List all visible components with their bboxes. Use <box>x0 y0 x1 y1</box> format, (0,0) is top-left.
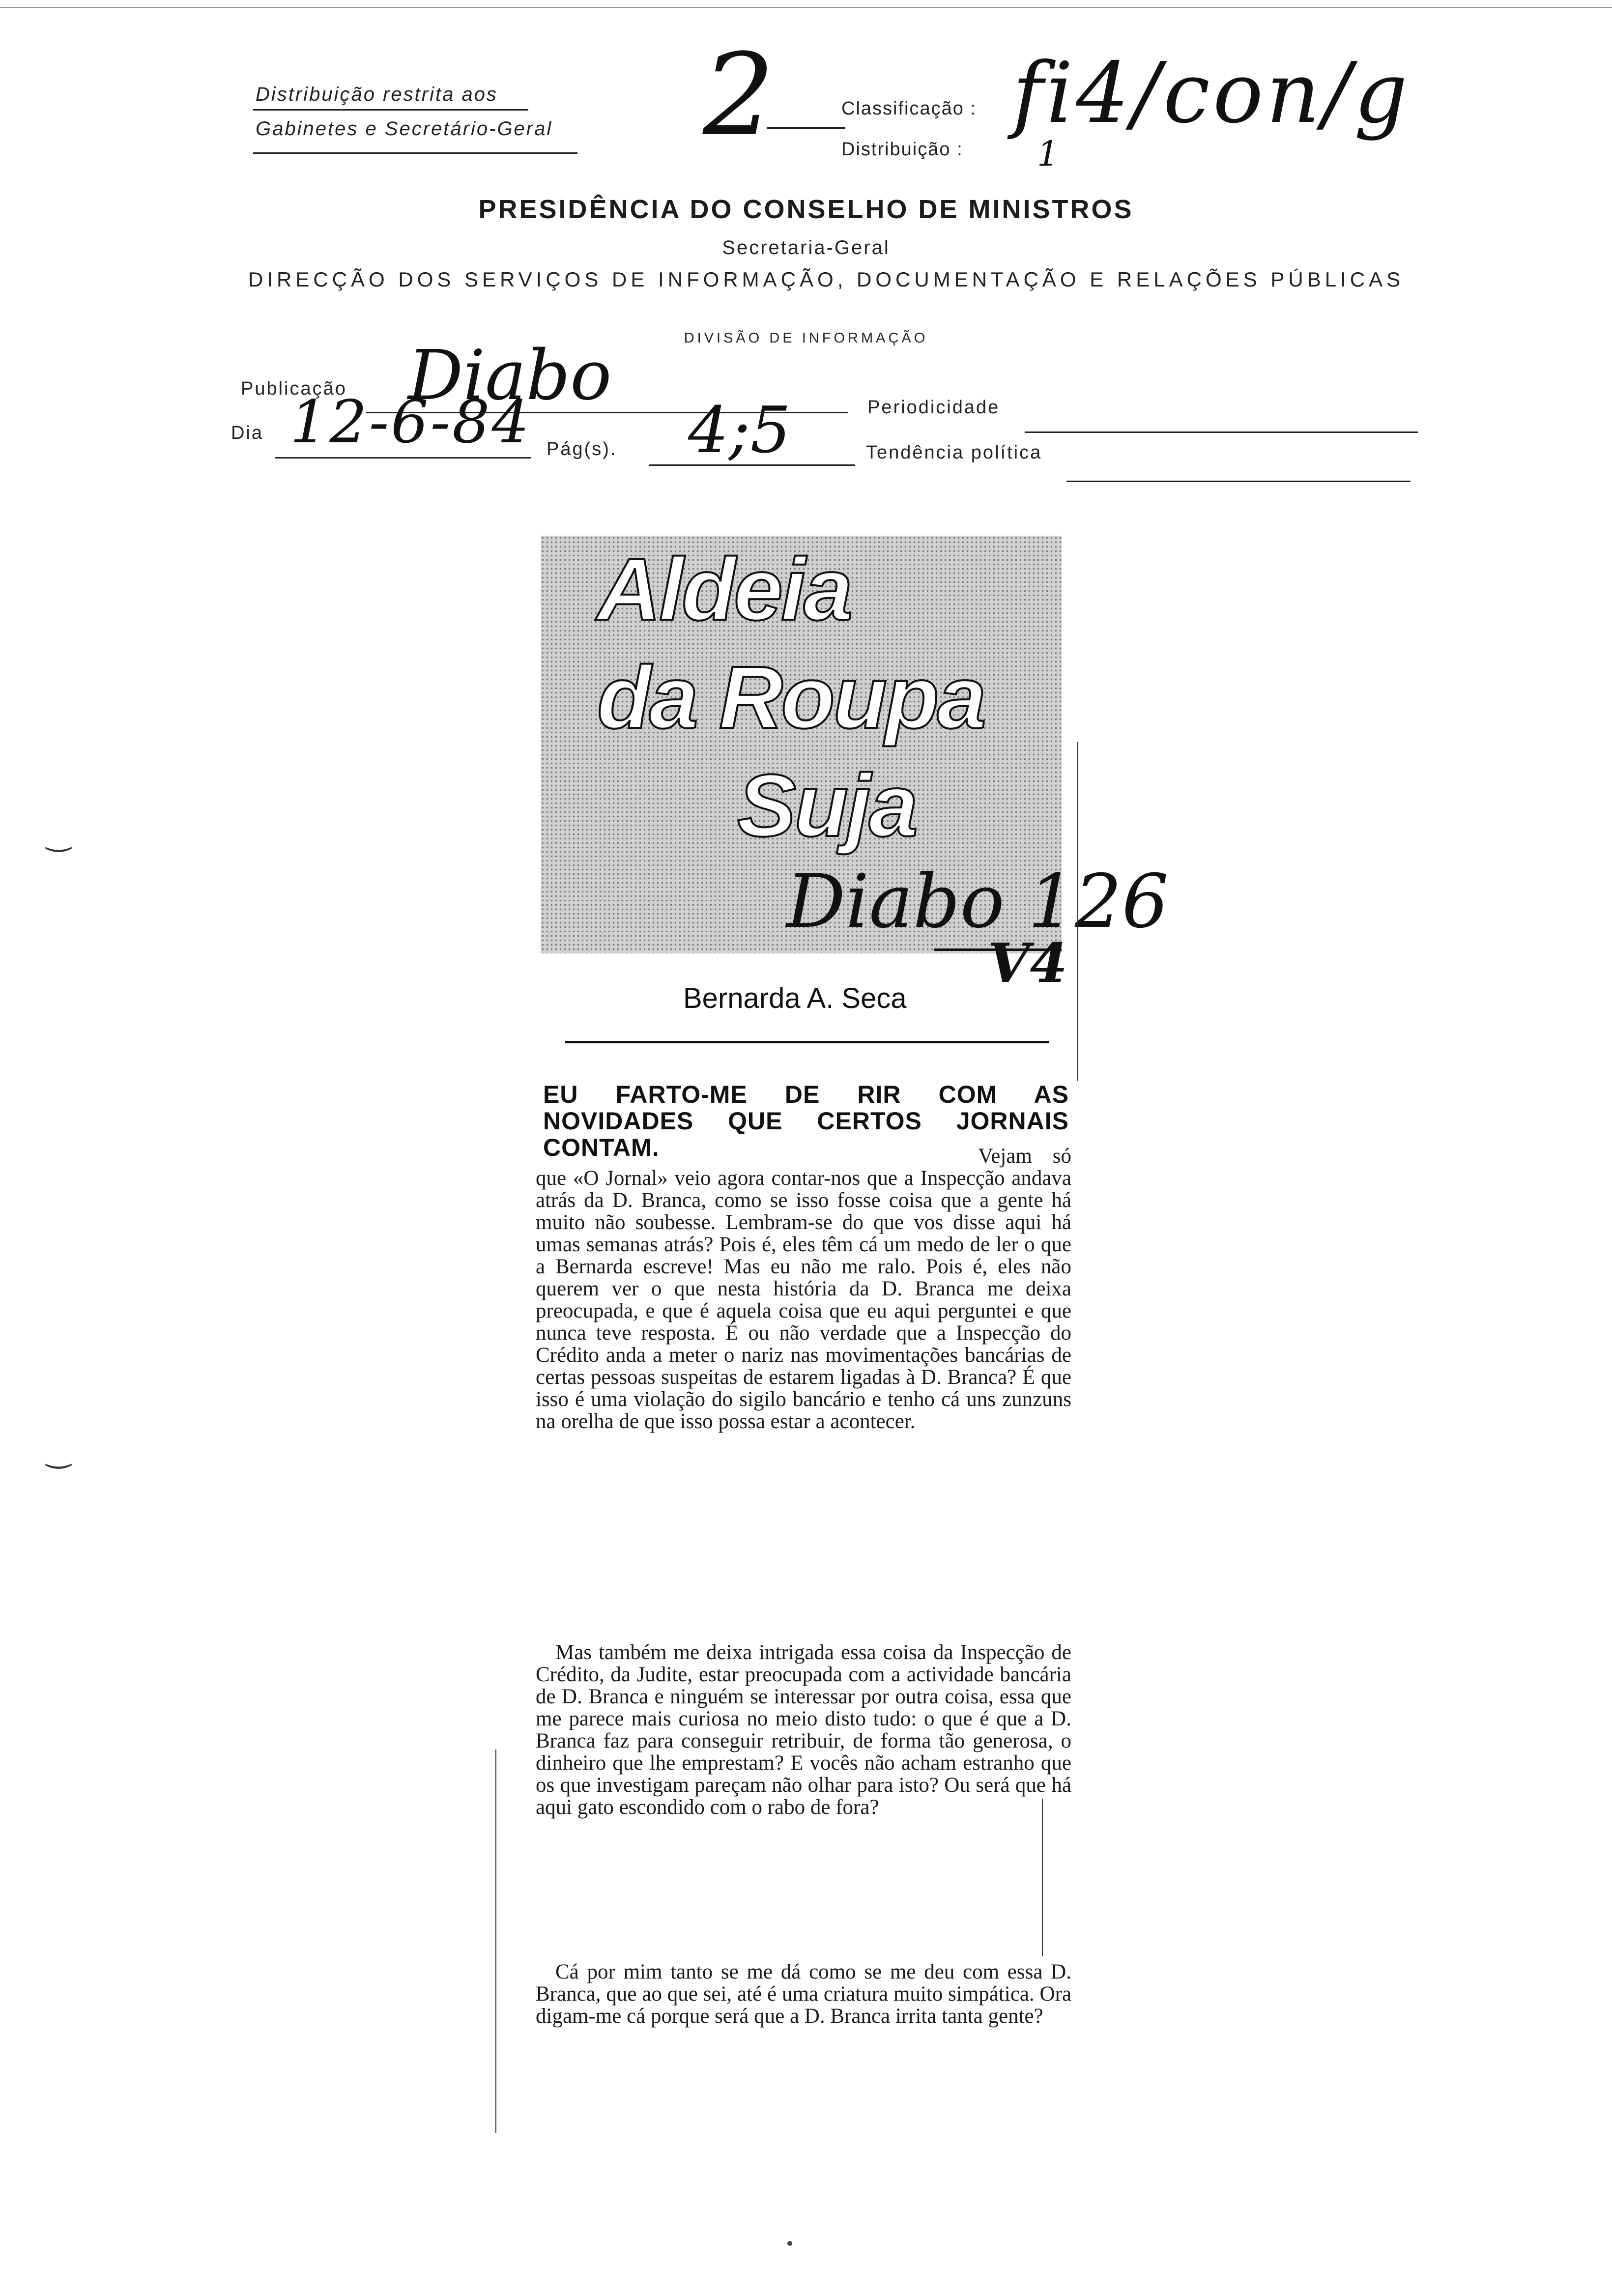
tendencia-line <box>1066 481 1410 482</box>
distribuicao-handwritten-value: 1 <box>1037 134 1059 174</box>
handwritten-mark-tail <box>767 127 845 129</box>
handwritten-source-note: Diabo 126 <box>786 859 1169 945</box>
publicacao-label: Publicação <box>241 378 347 399</box>
article-author: Bernarda A. Seca <box>683 982 907 1014</box>
article-paragraph-1: Vejam só que «O Jornal» veio agora contar-nos que a Inspecção andava atrás da D. Branca, como se isso fosse coisa que a gente há muito não soubesse. Lembram-se do que vos disse aqui há umas semanas atrás? Pois é, eles têm cá um medo de ler o que a Bernarda escreve! Mas eu não me ralo. Pois é, eles não querem ver o que nesta história da D. Branca me deixa preocupada, e que é aquela coisa que eu aqui perguntei e que nunca teve resposta. É ou não verdade que a Inspecção do Crédito anda a meter o nariz nas movimentações bancárias de certas pessoas suspeitas de estarem ligadas à D. Branca? É que isso é uma violação do sigilo bancário e tenho cá uns zunzuns na orelha de que isso possa estar a acontecer. <box>536 1145 1071 1433</box>
article-lead: EU FARTO-ME DE RIR COM AS NOVIDADES QUE CERTOS JORNAIS CONTAM. <box>543 1081 1069 1161</box>
institution-title: PRESIDÊNCIA DO CONSELHO DE MINISTROS <box>478 195 1134 224</box>
left-margin-mark-1: ‿ <box>47 819 71 852</box>
distribution-note-line2: Gabinetes e Secretário-Geral <box>256 118 553 140</box>
clipping-right-edge <box>1077 742 1078 1081</box>
classificacao-handwritten-value: fi4/con/g <box>1012 45 1410 142</box>
classificacao-label: Classificação : <box>841 98 977 119</box>
pags-label: Pág(s). <box>547 439 617 459</box>
handwritten-number-mark: 2 <box>703 30 775 161</box>
periodicidade-line <box>1025 431 1418 433</box>
column-left-rule <box>495 1750 496 2133</box>
pags-line <box>649 464 855 466</box>
distribution-note-line1: Distribuição restrita aos <box>256 84 498 105</box>
tendencia-label: Tendência política <box>866 442 1042 463</box>
dia-label: Dia <box>231 423 264 443</box>
left-margin-mark-2: ‿ <box>47 1435 71 1468</box>
article-paragraph-2: Mas também me deixa intrigada essa coisa da Inspecção de Crédito, da Judite, estar preocupada com a actividade bancária de D. Branca e ninguém se interessar por outra coisa, essa que me parece mais curiosa no meio disto tudo: o que é que a D. Branca faz para conseguir retribuir, de forma tão generosa, o dinheiro que lhe emprestam? E vocês não acham estranho que os que investigam pareçam não olhar para isto? Ou será que há aqui gato escondido com o rabo de fora? <box>536 1641 1071 1819</box>
periodicidade-label: Periodicidade <box>867 397 1000 418</box>
handwritten-rule <box>934 948 1062 951</box>
distribution-underline-1 <box>253 109 528 111</box>
headline-line3: Suja <box>737 756 917 855</box>
scan-speck <box>787 2241 792 2246</box>
distribution-underline-2 <box>253 152 577 154</box>
headline-line1: Aldeia <box>597 540 851 639</box>
division-line: DIVISÃO DE INFORMAÇÃO <box>684 330 928 346</box>
publicacao-handwritten-value: Diabo <box>408 336 612 416</box>
column-right-rule <box>1042 1799 1043 1956</box>
headline-line2: da Roupa <box>597 648 985 747</box>
dia-line <box>275 457 531 459</box>
author-rule <box>565 1041 1049 1043</box>
pags-handwritten-value: 4;5 <box>688 393 791 467</box>
distribuicao-label: Distribuição : <box>841 139 963 160</box>
directorate-line: DIRECÇÃO DOS SERVIÇOS DE INFORMAÇÃO, DOCUMENTAÇÃO E RELAÇÕES PÚBLICAS <box>248 268 1405 291</box>
article-paragraph-3: Cá por mim tanto se me dá como se me deu com essa D. Branca, que ao que sei, até é uma criatura muito simpática. Ora digam-me cá porque será que a D. Branca irrita tanta gente? <box>536 1960 1071 2028</box>
institution-subtitle: Secretaria-Geral <box>722 237 890 258</box>
handwritten-page-mark: V4 <box>988 931 1067 995</box>
top-edge-line <box>0 7 1612 8</box>
dia-handwritten-value: 12-6-84 <box>290 388 531 457</box>
